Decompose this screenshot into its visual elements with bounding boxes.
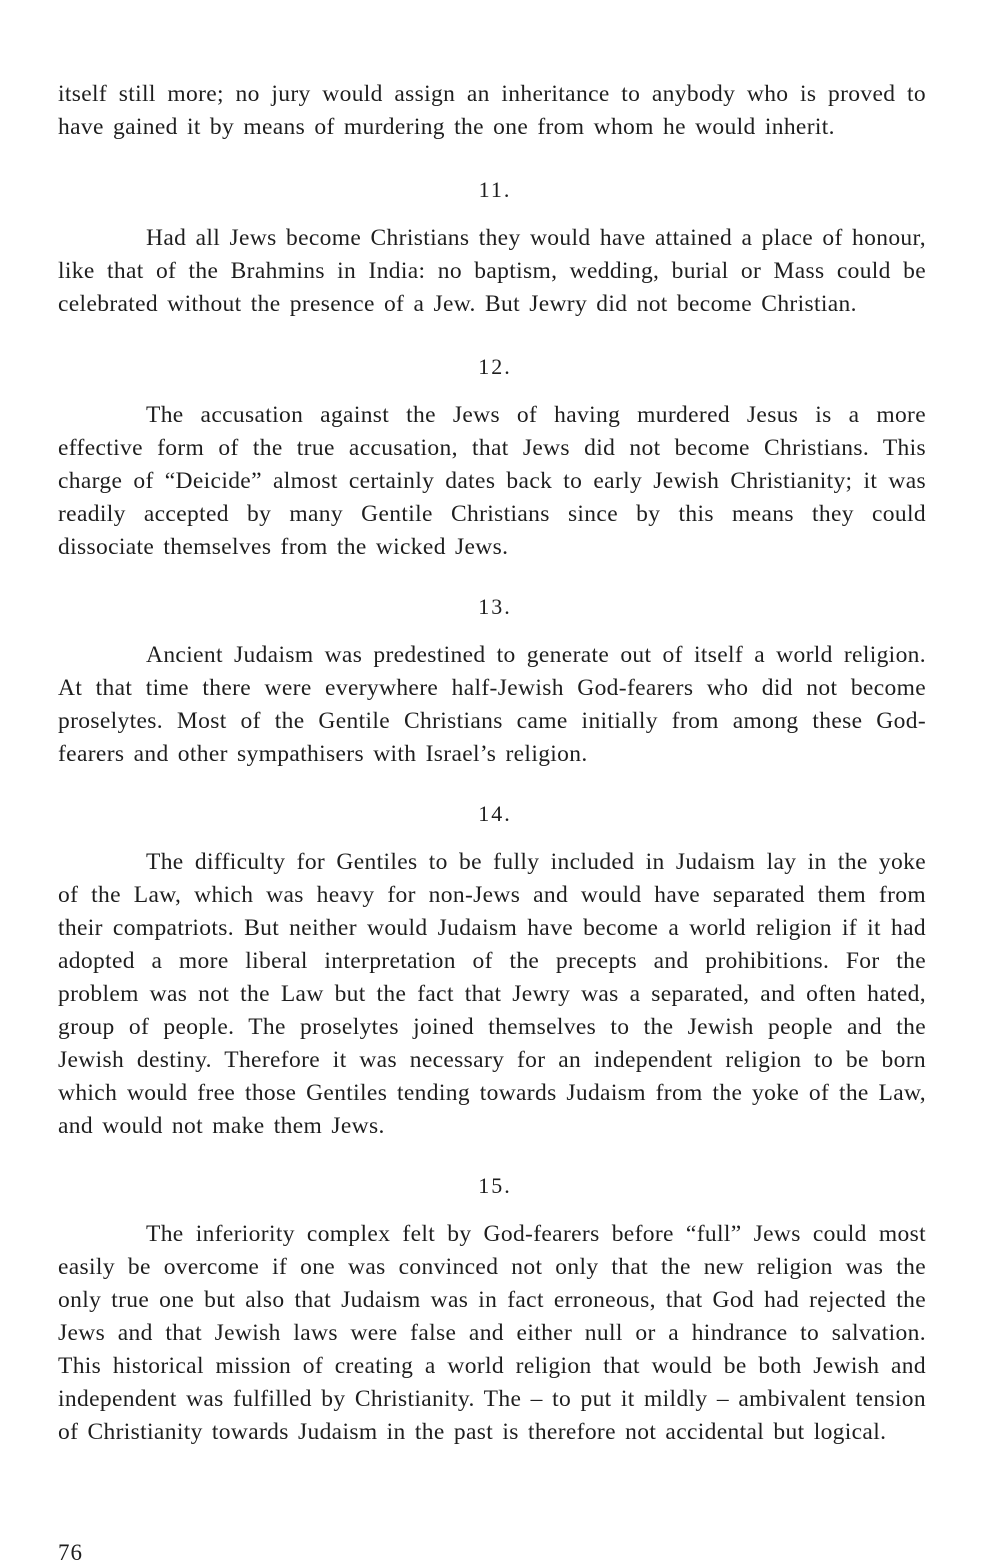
section-number: 11.: [478, 177, 512, 202]
section-14: [58, 799, 926, 1143]
section-number: 15.: [478, 1173, 512, 1198]
intro-paragraph: itself still more; no jury would assign an inheritance to anybody who is proved to have gained it by means of murdering the one from whom he would inherit.: [58, 81, 926, 140]
section-paragraph: Had all Jews become Christians they would have attained a place of honour, like that of the Brahmins in India: no baptism, wedding, burial or Mass could be celebrated without the presence of a Jew. But Jewry did not become Christian.: [58, 225, 926, 317]
section-11: [58, 175, 926, 321]
section-paragraph: Ancient Judaism was predestined to generate out of itself a world religion. At that time there were everywhere half-Jewish God-fearers who did not become proselytes. Most of the Gentile Christians came initially from among these God-fearers and other sympathisers with Israel’s religion.: [58, 642, 926, 767]
section-13: [58, 592, 926, 771]
section-15: [58, 1171, 926, 1449]
section-number: 14.: [478, 801, 512, 826]
section-number: 12.: [478, 354, 512, 379]
section-number: 13.: [478, 594, 512, 619]
section-paragraph: The accusation against the Jews of having murdered Jesus is a more effective form of the true accusation, that Jews did not become Christians. This charge of “Deicide” almost certainly dates back to early Jewish Christianity; it was readily accepted by many Gentile Christians since by this means they could dissociate themselves from the wicked Jews.: [58, 402, 926, 560]
document-page: [58, 78, 926, 1449]
page-number: 76: [58, 1540, 83, 1565]
section-12: [58, 352, 926, 564]
section-paragraph: The difficulty for Gentiles to be fully included in Judaism lay in the yoke of the Law, which was heavy for non-Jews and would have separated them from their compatriots. But neither would Judaism have become a world religion if it had adopted a more liberal interpretation of the precepts and prohibitions. For the problem was not the Law but the fact that Jewry was a separated, and often hated, group of people. The proselytes joined themselves to the Jewish people and the Jewish destiny. Therefore it was necessary for an independent religion to be born which would free those Gentiles tending towards Judaism from the yoke of the Law, and would not make them Jews.: [58, 849, 926, 1139]
section-paragraph: The inferiority complex felt by God-fearers before “full” Jews could most easily be overcome if one was convinced not only that the new religion was the only true one but also that Judaism was in fact erroneous, that God had rejected the Jews and that Jewish laws were false and either null or a hindrance to salvation. This historical mission of creating a world religion that would be both Jewish and independent was fulfilled by Christianity. The – to put it mildly – ambivalent tension of Christianity towards Judaism in the past is therefore not accidental but logical.: [58, 1221, 926, 1445]
